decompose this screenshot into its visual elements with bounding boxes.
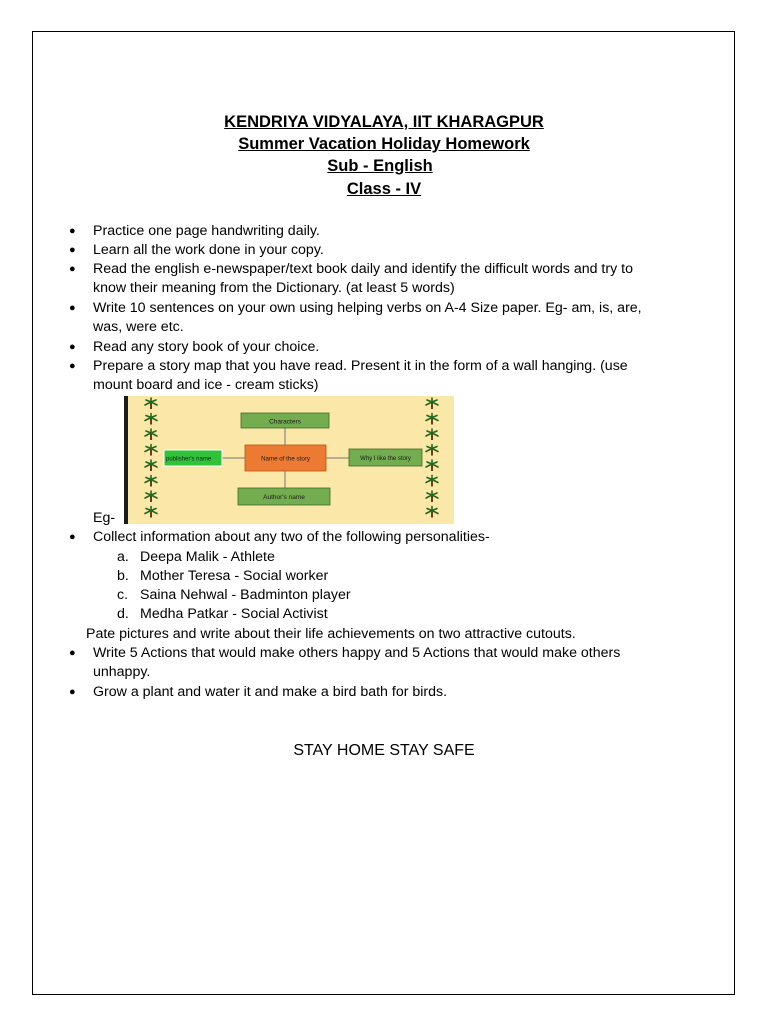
task-actions-line1: Write 5 Actions that would make others happy and 5 Actions that would make others <box>93 645 621 661</box>
task-newspaper-line2: know their meaning from the Dictionary. (at least 5 words) <box>93 280 455 296</box>
bullet-icon: ● <box>69 647 76 659</box>
story-map-left-edge <box>124 396 128 524</box>
bullet-icon: ● <box>69 302 76 314</box>
story-map-diagram <box>124 396 454 524</box>
school-name: KENDRIYA VIDYALAYA, IIT KHARAGPUR <box>224 113 544 131</box>
bullet-icon: ● <box>69 244 76 256</box>
characters-label: Characters <box>269 418 301 426</box>
task-story-book: Read any story book of your choice. <box>93 339 320 355</box>
bullet-icon: ● <box>69 686 76 698</box>
task-handwriting: Practice one page handwriting daily. <box>93 223 320 239</box>
personality-item: Saina Nehwal - Badminton player <box>140 587 351 603</box>
personality-item: Deepa Malik - Athlete <box>140 549 275 565</box>
personality-marker: c. <box>117 587 129 603</box>
example-label: Eg- <box>93 510 116 526</box>
personality-item: Mother Teresa - Social worker <box>140 568 329 584</box>
paste-note: Pate pictures and write about their life achievements on two attractive cutouts. <box>86 626 576 642</box>
bullet-icon: ● <box>69 360 76 372</box>
class-line: Class - IV <box>346 180 422 198</box>
task-story-map-line1: Prepare a story map that you have read. Present it in the form of a wall hanging. (use <box>93 358 628 374</box>
task-plant: Grow a plant and water it and make a bird bath for birds. <box>93 684 448 700</box>
bullet-icon: ● <box>69 341 76 353</box>
task-actions-line2: unhappy. <box>93 664 151 680</box>
task-personalities: Collect information about any two of the following personalities- <box>93 529 490 545</box>
story-name-label: Name of the story <box>261 455 310 463</box>
bullet-icon: ● <box>69 531 76 543</box>
personality-item: Medha Patkar - Social Activist <box>140 606 328 622</box>
personality-marker: d. <box>117 606 129 622</box>
bullet-icon: ● <box>69 263 76 275</box>
document-title: Summer Vacation Holiday Homework <box>238 135 530 153</box>
task-copy-work: Learn all the work done in your copy. <box>93 242 324 258</box>
subject-line: Sub - English <box>327 157 433 175</box>
bullet-icon: ● <box>69 225 76 237</box>
task-newspaper-line1: Read the english e-newspaper/text book daily and identify the difficult words and try to <box>93 261 633 277</box>
why-like-label: Why I like the story <box>360 456 411 462</box>
closing-message: STAY HOME STAY SAFE <box>293 742 475 759</box>
task-sentences-line1: Write 10 sentences on your own using helping verbs on A-4 Size paper. Eg- am, is, are, <box>93 300 642 316</box>
personality-marker: a. <box>117 549 129 565</box>
publisher-label: publisher's name <box>166 456 212 463</box>
personality-marker: b. <box>117 568 129 584</box>
task-sentences-line2: was, were etc. <box>93 319 184 335</box>
author-label: Author's name <box>263 494 305 501</box>
task-story-map-line2: mount board and ice - cream sticks) <box>93 377 319 393</box>
